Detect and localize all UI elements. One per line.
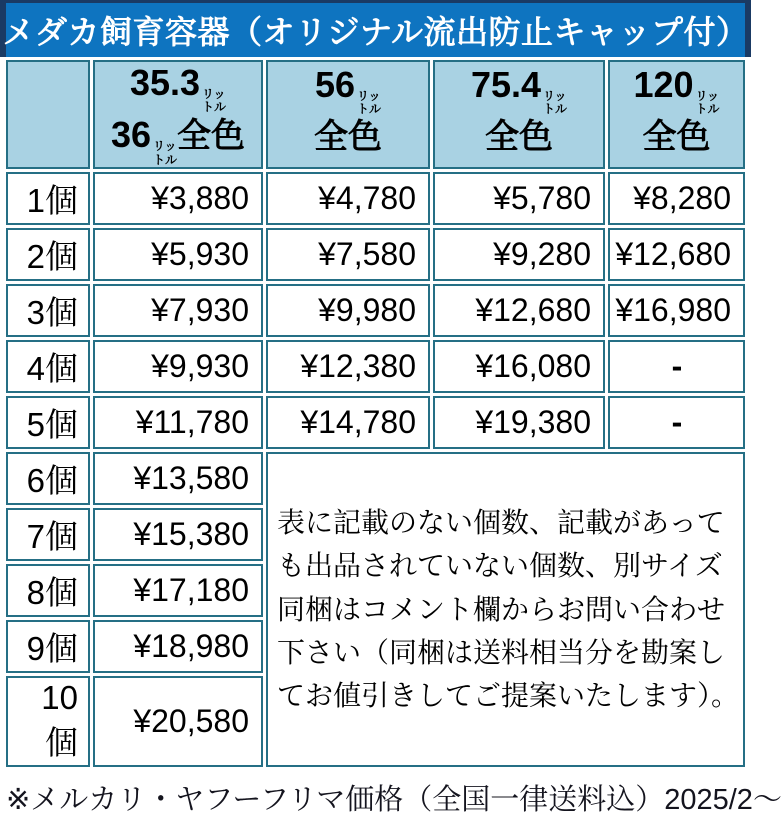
price-cell: ¥9,930 (93, 340, 263, 393)
price-table (3, 57, 748, 770)
quantity-cell: 10個 (6, 676, 90, 767)
price-cell: ¥14,780 (266, 396, 430, 449)
price-cell: ¥4,780 (266, 172, 430, 225)
table-row (6, 340, 745, 393)
quantity-cell: 3個 (6, 284, 90, 337)
size-value: 56 (314, 63, 356, 105)
corner-cell (6, 60, 90, 169)
table-row (6, 284, 745, 337)
price-cell: ¥17,180 (93, 564, 263, 617)
footer-note: ※メルカリ・ヤフーフリマ価格（全国一律送料込）2025/2～ (6, 784, 782, 817)
size-header-75L (433, 60, 605, 169)
table-row (6, 172, 745, 225)
price-cell: ¥5,780 (433, 172, 605, 225)
size-value: 75.4 (470, 63, 542, 105)
size-value: 35.3 (129, 62, 201, 103)
price-cell: ¥19,380 (433, 396, 605, 449)
size-value: 120 (633, 63, 694, 105)
price-cell: ¥11,780 (93, 396, 263, 449)
quantity-cell: 2個 (6, 228, 90, 281)
price-cell: ¥20,580 (93, 676, 263, 767)
price-cell: ¥5,930 (93, 228, 263, 281)
liter-unit: リッ トル (357, 88, 382, 116)
price-cell: ¥9,980 (266, 284, 430, 337)
liter-unit: リッ トル (695, 88, 720, 116)
price-cell: ¥8,280 (608, 172, 745, 225)
title-bar (0, 0, 751, 57)
size-value: 36 (110, 114, 152, 156)
liter-unit: リッ トル (153, 139, 178, 167)
price-cell: ¥7,930 (93, 284, 263, 337)
size-header-35L (93, 60, 263, 169)
price-cell: ¥12,680 (608, 228, 745, 281)
quantity-cell: 7個 (6, 508, 90, 561)
price-cell: ¥3,880 (93, 172, 263, 225)
table-row (6, 228, 745, 281)
price-cell: ¥9,280 (433, 228, 605, 281)
no-price-cell: - (608, 396, 745, 449)
header-row (6, 60, 745, 169)
all-colors-label: 全色 (642, 118, 711, 157)
liter-unit: リッ トル (202, 87, 227, 115)
price-cell: ¥16,980 (608, 284, 745, 337)
price-cell: ¥16,080 (433, 340, 605, 393)
price-cell: ¥18,980 (93, 620, 263, 673)
table-row (6, 452, 745, 505)
note-cell: 表に記載のない個数、記載があっても出品されていない個数、別サイズ同梱はコメント欄からお問い合わせ下さい（同梱は送料相当分を勘案してお値引きしてご提案いたします）。 (266, 452, 745, 767)
size-header-120L (608, 60, 745, 169)
quantity-cell: 5個 (6, 396, 90, 449)
price-cell: ¥13,580 (93, 452, 263, 505)
quantity-cell: 6個 (6, 452, 90, 505)
table-row (6, 396, 745, 449)
quantity-cell: 4個 (6, 340, 90, 393)
size-header-56L (266, 60, 430, 169)
all-colors-label: 全色 (314, 118, 382, 157)
price-cell: ¥7,580 (266, 228, 430, 281)
price-cell: ¥12,380 (266, 340, 430, 393)
page-title: メダカ飼育容器（オリジナル流出防止キャップ付） (2, 14, 749, 50)
price-cell: ¥15,380 (93, 508, 263, 561)
quantity-cell: 1個 (6, 172, 90, 225)
quantity-cell: 9個 (6, 620, 90, 673)
quantity-cell: 8個 (6, 564, 90, 617)
all-colors-label: 全色 (177, 117, 246, 156)
all-colors-label: 全色 (485, 118, 553, 157)
no-price-cell: - (608, 340, 745, 393)
liter-unit: リッ トル (543, 88, 568, 116)
price-cell: ¥12,680 (433, 284, 605, 337)
